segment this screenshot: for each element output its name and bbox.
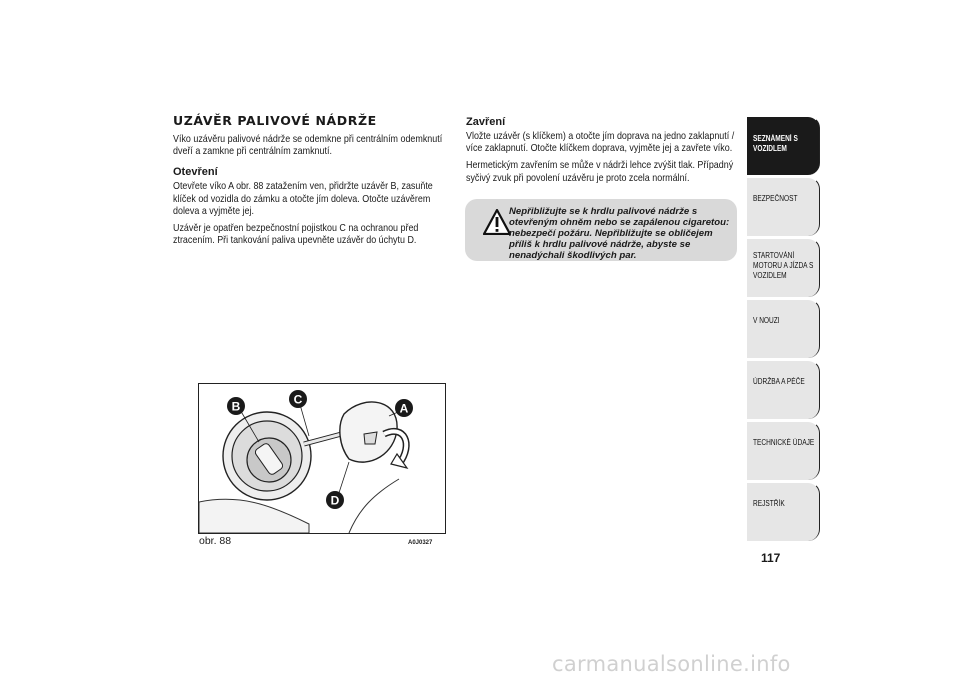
fuel-cap-illustration bbox=[199, 384, 445, 533]
figure-label-b bbox=[227, 397, 245, 415]
figure-label-c bbox=[289, 390, 307, 408]
closing-paragraph-2: Hermetickým zavřením se může v nádrži lehce zvýšit tlak. Případný syčivý zvuk při povolení uzávěru je proto zcela normální. bbox=[466, 160, 734, 184]
tab-label: BEZPEČNOST bbox=[753, 194, 798, 203]
tab-technicke-udaje[interactable] bbox=[747, 421, 820, 480]
tab-label: ÚDRŽBA A PÉČE bbox=[753, 377, 805, 386]
tab-startovani[interactable] bbox=[747, 238, 820, 297]
closing-heading: Zavření bbox=[466, 116, 506, 128]
svg-text:D: D bbox=[330, 493, 340, 508]
page-number: 117 bbox=[761, 551, 781, 565]
opening-paragraph-1: Otevřete víko A obr. 88 zatažením ven, přidržte uzávěr B, zasuňte klíček od vozidla do zámku a otočte jím doleva. Otočte uzávěrem doleva a vyjměte jej. bbox=[173, 181, 433, 217]
warning-text: Nepřibližujte se k hrdlu palivové nádrže s otevřeným ohněm nebo se zapálenou cigaretou: nebezpečí požáru. Nepřibližujte se obličejem příliš k hrdlu palivové nádrže, abyste se nenadýchali škodlivých par. bbox=[509, 206, 730, 261]
svg-text:A: A bbox=[399, 401, 409, 416]
opening-paragraph-2: Uzávěr je opatřen bezpečnostní pojistkou C na ochranou před ztracením. Při tankování paliva upevněte uzávěr do úchytu D. bbox=[173, 223, 419, 247]
left-column bbox=[173, 113, 443, 252]
right-column bbox=[466, 116, 736, 190]
figure-code: A0J0327 bbox=[408, 540, 433, 546]
figure-caption: obr. 88 bbox=[199, 535, 232, 547]
opening-heading: Otevření bbox=[173, 166, 218, 179]
svg-text:B: B bbox=[231, 399, 241, 414]
intro-paragraph: Víko uzávěru palivové nádrže se odemkne při centrálním odemknutí dveří a zamkne při centrálním zamknutí. bbox=[173, 134, 443, 158]
tab-label: V NOUZI bbox=[753, 316, 780, 325]
tab-seznameni[interactable] bbox=[747, 116, 820, 175]
tab-bezpecnost[interactable] bbox=[747, 177, 820, 236]
tab-label: STARTOVÁNÍ MOTORU A JÍZDA S VOZIDLEM bbox=[753, 251, 814, 280]
tab-label: SEZNÁMENÍ S VOZIDLEM bbox=[753, 134, 798, 153]
tab-v-nouzi[interactable] bbox=[747, 299, 820, 358]
tab-udrzba[interactable] bbox=[747, 360, 820, 419]
figure-fuel-cap bbox=[198, 383, 446, 534]
watermark: carmanualsonline.info bbox=[552, 652, 791, 676]
tab-label: REJSTŘÍK bbox=[753, 499, 785, 508]
closing-paragraph-1: Vložte uzávěr (s klíčkem) a otočte jím doprava na jedno zaklapnutí / více zaklapnutí. Otočte klíčkem doprava, vyjměte jej a zavřete víko. bbox=[466, 131, 735, 155]
svg-text:C: C bbox=[293, 392, 303, 407]
tab-label: TECHNICKÉ ÚDAJE bbox=[753, 438, 815, 447]
figure-label-a bbox=[395, 399, 413, 417]
tab-rejstrik[interactable] bbox=[747, 482, 820, 541]
section-title: UZÁVĚR PALIVOVÉ NÁDRŽE bbox=[173, 113, 377, 128]
figure-label-d bbox=[326, 491, 344, 509]
warning-box bbox=[465, 199, 737, 261]
